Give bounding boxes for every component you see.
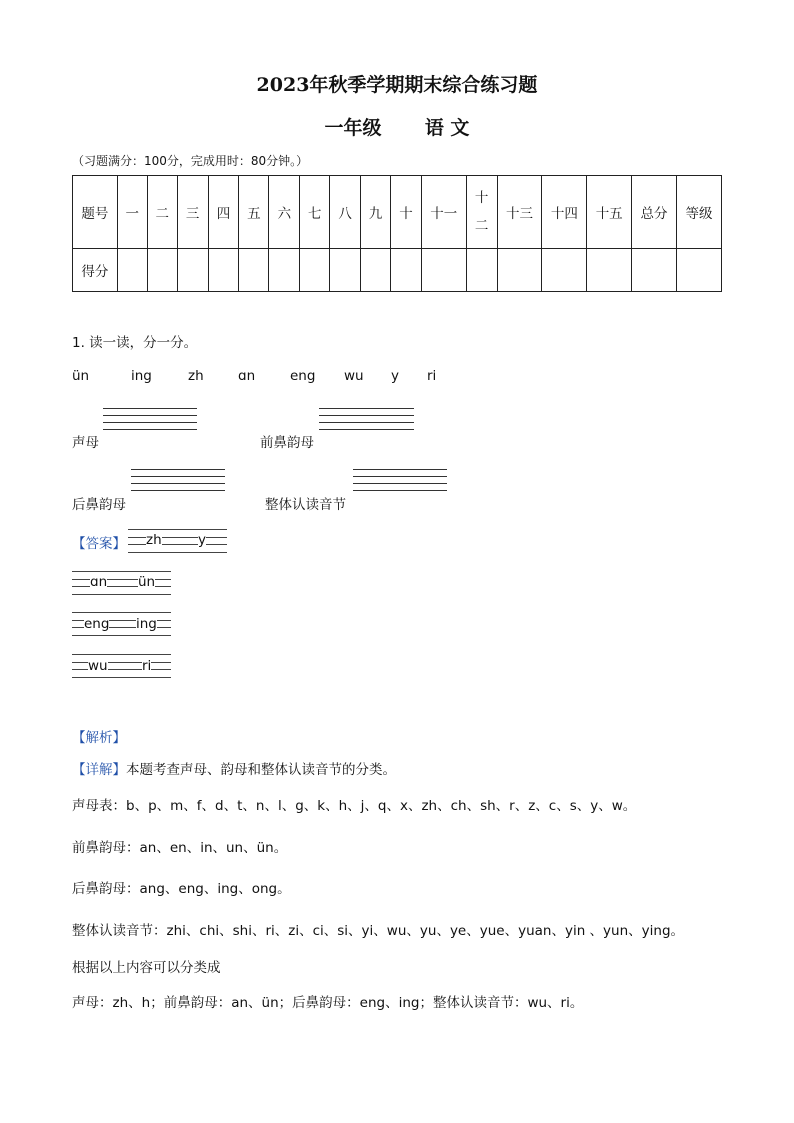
category-back-nasal-label: 后鼻韵母: [72, 497, 126, 513]
analysis-line-conclusion-intro: 根据以上内容可以分类成: [72, 960, 221, 976]
score-cell[interactable]: [300, 249, 330, 292]
answer-text: ing: [136, 616, 157, 632]
score-cell[interactable]: [117, 249, 147, 292]
col-header-total: 总分: [632, 176, 677, 249]
col-header: 十一: [421, 176, 466, 249]
detail-label: 【详解】: [72, 762, 126, 778]
row-label-score: 得分: [73, 249, 118, 292]
pinyin-item: ing: [131, 368, 152, 384]
score-table-score-row: [73, 249, 722, 292]
score-cell[interactable]: [587, 249, 632, 292]
score-cell[interactable]: [330, 249, 361, 292]
col-header: 八: [330, 176, 361, 249]
pinyin-item: ri: [427, 368, 437, 384]
answer-label: 【答案】: [72, 536, 126, 552]
col-header: 十三: [497, 176, 542, 249]
row-label-question-number: 题号: [73, 176, 118, 249]
category-initials-label: 声母: [72, 435, 99, 451]
col-header-grade: 等级: [676, 176, 721, 249]
col-header: 五: [239, 176, 269, 249]
col-header: 六: [269, 176, 300, 249]
score-table: [72, 175, 722, 292]
score-cell[interactable]: [676, 249, 721, 292]
pinyin-item: wu: [344, 368, 364, 384]
score-cell[interactable]: [466, 249, 497, 292]
score-cell[interactable]: [239, 249, 269, 292]
answer-grid-1: [128, 529, 227, 553]
score-cell[interactable]: [177, 249, 208, 292]
analysis-line-initials: 声母表：b、p、m、f、d、t、n、l、g、k、h、j、q、x、zh、ch、sh、r、z、c、s、y、w。: [72, 798, 637, 814]
answer-grid-2: [72, 571, 171, 595]
question-1-prompt: 1. 读一读，分一分。: [72, 335, 198, 351]
answer-text: wu: [88, 658, 108, 674]
col-header: 十 二: [466, 176, 497, 249]
analysis-detail: [72, 758, 396, 778]
pinyin-item: eng: [290, 368, 316, 384]
writing-lines-back-nasal[interactable]: [131, 469, 225, 497]
answer-text: y: [198, 532, 206, 548]
answer-text: ɑn: [90, 574, 108, 590]
analysis-line-front-nasal: 前鼻韵母：an、en、in、un、ün。: [72, 840, 288, 856]
answer-text: zh: [146, 532, 162, 548]
page-subtitle: [0, 113, 794, 140]
col-header: 四: [208, 176, 239, 249]
col-header: 十: [390, 176, 421, 249]
score-cell[interactable]: [147, 249, 177, 292]
category-front-nasal-label: 前鼻韵母: [260, 435, 314, 451]
analysis-line-back-nasal: 后鼻韵母：ang、eng、ing、ong。: [72, 881, 291, 897]
col-header: 十四: [542, 176, 587, 249]
grade-label: 一年级: [324, 117, 382, 139]
score-cell[interactable]: [269, 249, 300, 292]
answer-text: ün: [138, 574, 156, 590]
score-cell[interactable]: [632, 249, 677, 292]
writing-lines-front-nasal[interactable]: [319, 408, 414, 436]
col-header: 二: [147, 176, 177, 249]
writing-lines-initials[interactable]: [103, 408, 197, 436]
pinyin-item: ɑn: [238, 368, 256, 384]
exam-note: （习题满分：100分，完成用时：80分钟。）: [72, 154, 309, 168]
score-cell[interactable]: [390, 249, 421, 292]
analysis-label: 【解析】: [72, 730, 126, 746]
answer-text: ri: [142, 658, 152, 674]
col-header: 七: [300, 176, 330, 249]
col-header: 九: [361, 176, 391, 249]
subject-label: 语 文: [424, 117, 470, 139]
col-header: 十五: [587, 176, 632, 249]
score-cell[interactable]: [421, 249, 466, 292]
col-header: 三: [177, 176, 208, 249]
answer-grid-3: [72, 612, 171, 636]
score-cell[interactable]: [208, 249, 239, 292]
answer-grid-4: [72, 654, 171, 678]
pinyin-item: ün: [72, 368, 90, 384]
score-cell[interactable]: [361, 249, 391, 292]
pinyin-item: zh: [188, 368, 204, 384]
score-cell[interactable]: [497, 249, 542, 292]
analysis-line-conclusion: 声母：zh、h；前鼻韵母：an、ün；后鼻韵母：eng、ing；整体认读音节：wu、ri。: [72, 995, 584, 1011]
pinyin-item: y: [391, 368, 399, 384]
page-title: 2023年秋季学期期末综合练习题: [256, 74, 538, 96]
writing-lines-whole-syllable[interactable]: [353, 469, 447, 497]
score-cell[interactable]: [542, 249, 587, 292]
col-header: 一: [117, 176, 147, 249]
answer-text: eng: [84, 616, 110, 632]
analysis-line-whole-syllables: 整体认读音节：zhi、chi、shi、ri、zi、ci、si、yi、wu、yu、ye、yue、yuan、yin 、yun、ying。: [72, 923, 685, 939]
category-whole-syllable-label: 整体认读音节: [265, 497, 346, 513]
detail-text: 本题考查声母、韵母和整体认读音节的分类。: [126, 762, 396, 778]
score-table-header-row: [73, 176, 722, 249]
